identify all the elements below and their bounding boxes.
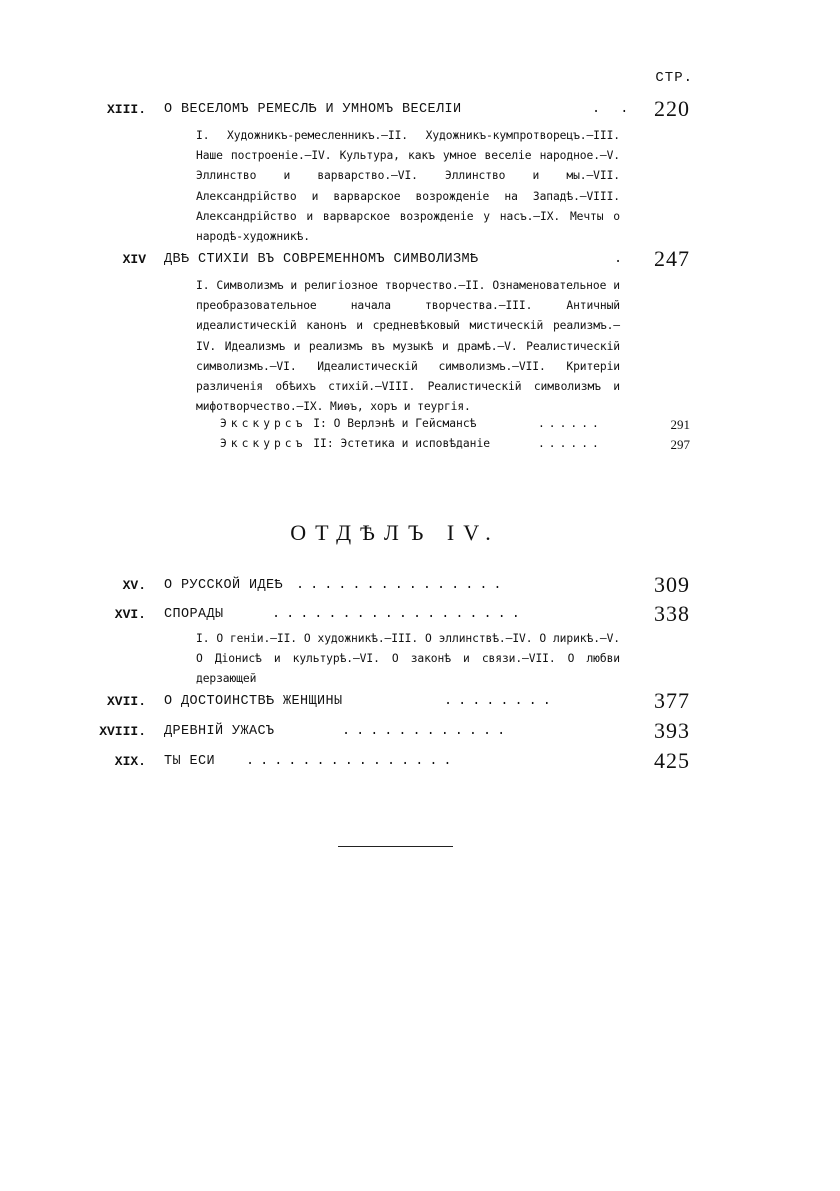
excursus-text: II: Эстетика и исповѣданіе (313, 437, 491, 451)
page-column-header: СТР. (655, 70, 693, 86)
closing-rule (338, 846, 453, 847)
leader-dots: ...... (538, 437, 603, 451)
toc-entry-xiii (100, 98, 690, 247)
excursus-page-number: 297 (670, 437, 690, 453)
leader-dots: ............... (246, 754, 458, 769)
entry-page-number: 393 (654, 718, 690, 743)
excursus-page-number: 291 (670, 417, 690, 433)
entry-title: СПОРАДЫ (164, 607, 224, 622)
toc-entry-xvi (100, 603, 690, 690)
entry-page-number: 377 (654, 688, 690, 713)
entry-description: I. Символизмъ и религіозное творчество.—II. Ознаменовательное и преобразовательное начала творчества.—III. Античный идеалистическій канонъ и средневѣковый мистическій реализмъ.—IV. Идеализмъ и реализмъ въ музыкѣ и драмѣ.—V. Реалистическій символизмъ.—VI. Идеалистическій символизмъ.—VII. Критеріи различенія обѣихъ стихій.—VIII. Реалистическій символизмъ и мифотворчество.—IX. Миѳъ, хоръ и теургія. (196, 279, 620, 414)
section-title: ОТДѢЛЪ IV. (290, 520, 500, 545)
entry-page-number: 247 (654, 246, 690, 271)
excursus-line (220, 437, 690, 457)
entry-page-number: 425 (654, 748, 690, 773)
entry-title: О РУССКОЙ ИДЕѢ (164, 578, 284, 593)
leader-dots: ............... (296, 578, 508, 593)
leader-dots: . . (592, 102, 635, 117)
entry-number: XVIII. (99, 724, 146, 739)
leader-dots: ............ (342, 724, 512, 739)
excursus-line (220, 417, 690, 437)
entry-page-number: 338 (654, 601, 690, 626)
entry-title: ТЫ ЕСИ (164, 754, 216, 769)
excursus-label: Экскурсъ (220, 437, 307, 451)
entry-number: XVI. (114, 607, 146, 622)
toc-entry-xiv (100, 248, 690, 457)
toc-entry-xviii (100, 720, 690, 746)
entry-number: XIX. (114, 754, 146, 769)
entry-title: ДВѢ СТИХІИ ВЪ СОВРЕМЕННОМЪ СИМВОЛИЗМѢ (164, 252, 479, 267)
entry-description: I. О геніи.—II. О художникѣ.—III. О эллинствѣ.—IV. О лирикѣ.—V. О Діонисѣ и культурѣ.—VI. О законѣ и связи.—VII. О любви дерзающей (196, 632, 620, 686)
entry-number: XIII. (106, 102, 146, 117)
entry-page-number: 220 (654, 96, 690, 121)
leader-dots: ........ (444, 694, 557, 709)
entry-number: XVII. (106, 694, 146, 709)
toc-entry-xvii (100, 690, 690, 716)
entry-page-number: 309 (654, 572, 690, 597)
entry-title: ДРЕВНІЙ УЖАСЪ (164, 724, 275, 739)
entry-title: О ВЕСЕЛОМЪ РЕМЕСЛѢ И УМНОМЪ ВЕСЕЛІИ (164, 102, 462, 117)
leader-dots: .................. (272, 607, 526, 622)
toc-entry-xv (100, 574, 690, 600)
leader-dots: . (614, 252, 629, 267)
entry-title: О ДОСТОИНСТВѢ ЖЕНЩИНЫ (164, 694, 343, 709)
entry-number: XIV (122, 252, 146, 267)
leader-dots: ...... (538, 417, 603, 431)
entry-description: I. Художникъ-ремесленникъ.—II. Художникъ-кумпротворецъ.—III. Наше построеніе.—IV. Культура, какъ умное веселіе народное.—V. Эллинство и варварство.—VI. Эллинство и мы.—VII. Александрійство и варварское возрожденіе на Западѣ.—VIII. Александрійство и варварское возрожденіе у насъ.—IX. Мечты о народѣ-художникѣ. (196, 129, 620, 244)
toc-entry-xix (100, 750, 690, 776)
excursus-label: Экскурсъ (220, 417, 307, 431)
entry-number: XV. (122, 578, 146, 593)
excursus-text: I: О Верлэнѣ и Гейсмансѣ (313, 417, 477, 431)
